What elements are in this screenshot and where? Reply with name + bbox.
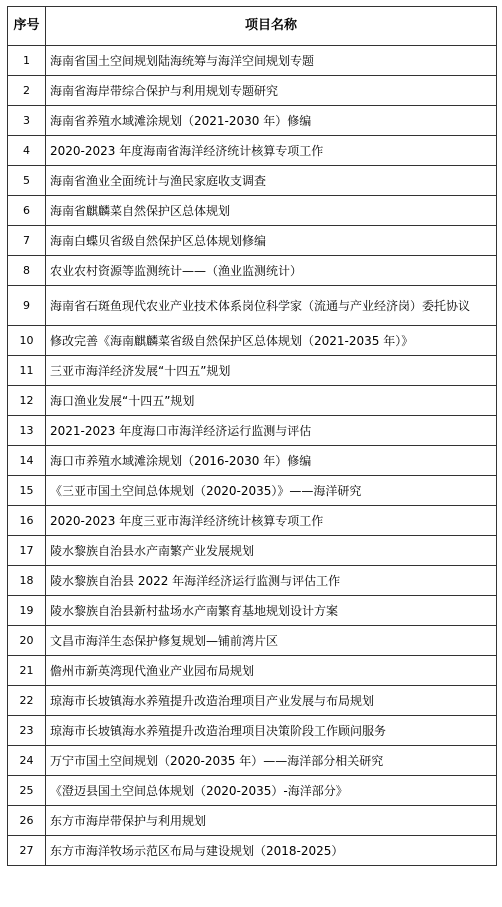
- row-serial-number: 19: [8, 596, 46, 626]
- row-project-name: 《三亚市国土空间总体规划（2020-2035）》——海洋研究: [46, 476, 497, 506]
- row-serial-number: 27: [8, 836, 46, 866]
- row-project-name: 海南白蝶贝省级自然保护区总体规划修编: [46, 226, 497, 256]
- row-project-name: 陵水黎族自治县 2022 年海洋经济运行监测与评估工作: [46, 566, 497, 596]
- row-serial-number: 17: [8, 536, 46, 566]
- row-project-name: 琼海市长坡镇海水养殖提升改造治理项目决策阶段工作顾问服务: [46, 716, 497, 746]
- row-project-name: 东方市海岸带保护与利用规划: [46, 806, 497, 836]
- table-row: [8, 416, 497, 446]
- row-project-name: 海南省石斑鱼现代农业产业技术体系岗位科学家（流通与产业经济岗）委托协议: [46, 286, 497, 326]
- row-serial-number: 13: [8, 416, 46, 446]
- table-row: [8, 446, 497, 476]
- table-row: [8, 656, 497, 686]
- table-row: [8, 566, 497, 596]
- row-project-name: 海南省海岸带综合保护与利用规划专题研究: [46, 76, 497, 106]
- row-project-name: 2021-2023 年度海口市海洋经济运行监测与评估: [46, 416, 497, 446]
- table-row: [8, 746, 497, 776]
- table-row: [8, 776, 497, 806]
- table-row: [8, 286, 497, 326]
- row-serial-number: 22: [8, 686, 46, 716]
- table-row: [8, 256, 497, 286]
- table-row: [8, 356, 497, 386]
- row-serial-number: 4: [8, 136, 46, 166]
- row-serial-number: 16: [8, 506, 46, 536]
- table-row: [8, 136, 497, 166]
- row-project-name: 东方市海洋牧场示范区布局与建设规划（2018-2025）: [46, 836, 497, 866]
- row-serial-number: 1: [8, 46, 46, 76]
- table-row: [8, 536, 497, 566]
- table-row: [8, 806, 497, 836]
- project-table: [7, 6, 497, 866]
- row-project-name: 文昌市海洋生态保护修复规划—铺前湾片区: [46, 626, 497, 656]
- header-row: [8, 7, 497, 46]
- table-row: [8, 716, 497, 746]
- row-serial-number: 8: [8, 256, 46, 286]
- table-row: [8, 196, 497, 226]
- row-project-name: 2020-2023 年度海南省海洋经济统计核算专项工作: [46, 136, 497, 166]
- row-serial-number: 6: [8, 196, 46, 226]
- table-row: [8, 46, 497, 76]
- row-serial-number: 25: [8, 776, 46, 806]
- row-serial-number: 2: [8, 76, 46, 106]
- row-project-name: 海南省麒麟菜自然保护区总体规划: [46, 196, 497, 226]
- row-serial-number: 18: [8, 566, 46, 596]
- row-project-name: 《澄迈县国土空间总体规划（2020-2035）-海洋部分》: [46, 776, 497, 806]
- row-serial-number: 21: [8, 656, 46, 686]
- row-project-name: 海口市养殖水域滩涂规划（2016-2030 年）修编: [46, 446, 497, 476]
- table-row: [8, 226, 497, 256]
- row-serial-number: 5: [8, 166, 46, 196]
- row-project-name: 三亚市海洋经济发展“十四五”规划: [46, 356, 497, 386]
- row-project-name: 儋州市新英湾现代渔业产业园布局规划: [46, 656, 497, 686]
- row-project-name: 万宁市国土空间规划（2020-2035 年）——海洋部分相关研究: [46, 746, 497, 776]
- row-serial-number: 26: [8, 806, 46, 836]
- table-row: [8, 386, 497, 416]
- row-project-name: 海南省国土空间规划陆海统筹与海洋空间规划专题: [46, 46, 497, 76]
- table-row: [8, 596, 497, 626]
- row-project-name: 陵水黎族自治县水产南繁产业发展规划: [46, 536, 497, 566]
- table-header: [8, 7, 497, 46]
- table-row: [8, 836, 497, 866]
- table-row: [8, 106, 497, 136]
- table-row: [8, 686, 497, 716]
- table-row: [8, 626, 497, 656]
- table-row: [8, 76, 497, 106]
- row-serial-number: 11: [8, 356, 46, 386]
- row-project-name: 陵水黎族自治县新村盐场水产南繁育基地规划设计方案: [46, 596, 497, 626]
- row-serial-number: 23: [8, 716, 46, 746]
- row-project-name: 2020-2023 年度三亚市海洋经济统计核算专项工作: [46, 506, 497, 536]
- row-project-name: 琼海市长坡镇海水养殖提升改造治理项目产业发展与布局规划: [46, 686, 497, 716]
- row-serial-number: 14: [8, 446, 46, 476]
- row-project-name: 农业农村资源等监测统计——（渔业监测统计）: [46, 256, 497, 286]
- row-serial-number: 9: [8, 286, 46, 326]
- table-row: [8, 506, 497, 536]
- row-serial-number: 24: [8, 746, 46, 776]
- row-serial-number: 12: [8, 386, 46, 416]
- table-row: [8, 166, 497, 196]
- row-project-name: 海口渔业发展“十四五”规划: [46, 386, 497, 416]
- row-project-name: 修改完善《海南麒麟菜省级自然保护区总体规划（2021-2035 年）》: [46, 326, 497, 356]
- row-serial-number: 10: [8, 326, 46, 356]
- header-project-name: 项目名称: [46, 7, 497, 46]
- table-row: [8, 476, 497, 506]
- row-serial-number: 3: [8, 106, 46, 136]
- row-project-name: 海南省养殖水域滩涂规划（2021-2030 年）修编: [46, 106, 497, 136]
- row-serial-number: 7: [8, 226, 46, 256]
- header-serial-number: 序号: [8, 7, 46, 46]
- table-row: [8, 326, 497, 356]
- row-serial-number: 15: [8, 476, 46, 506]
- row-serial-number: 20: [8, 626, 46, 656]
- row-project-name: 海南省渔业全面统计与渔民家庭收支调查: [46, 166, 497, 196]
- table-body: [8, 46, 497, 866]
